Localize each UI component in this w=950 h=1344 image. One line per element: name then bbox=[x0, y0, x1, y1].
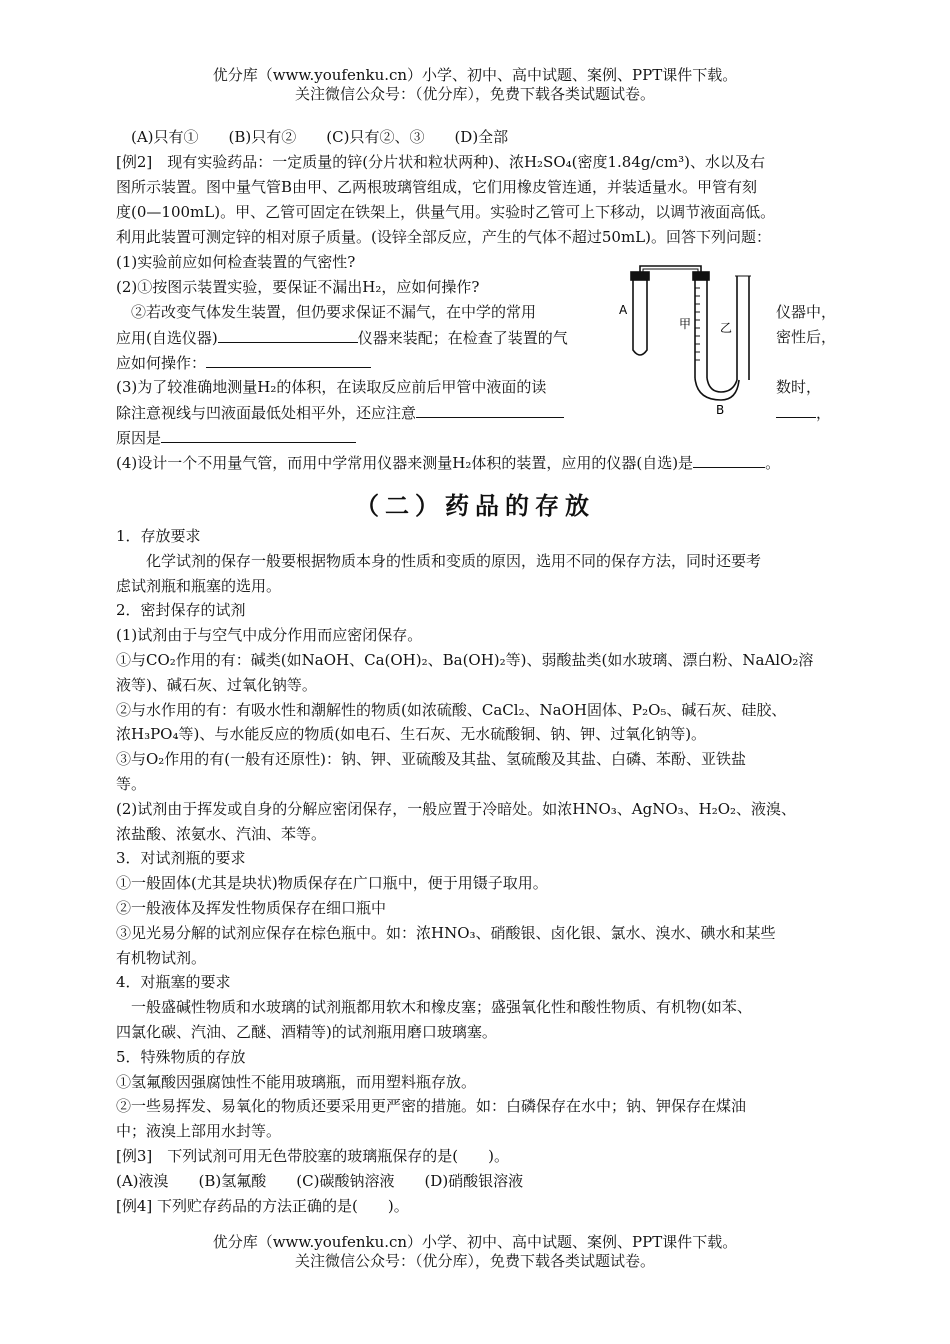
body-line: 1．存放要求 bbox=[116, 527, 201, 545]
stopper-a bbox=[631, 272, 649, 280]
stopper-jia bbox=[693, 272, 709, 280]
tube-yi bbox=[737, 276, 749, 380]
example2-line-3: 度(0—100mL)。甲、乙管可固定在铁架上，供量气用。实验时乙管可上下移动，以调节液面高低。 bbox=[116, 203, 776, 221]
body-line: 有机物试剂。 bbox=[116, 948, 207, 967]
options-line: (A)只有① (B)只有② (C)只有②、③ (D)全部 bbox=[131, 128, 509, 146]
body-line: 虑试剂瓶和瓶塞的选用。 bbox=[116, 576, 282, 595]
question-3c: 原因是 bbox=[116, 427, 356, 448]
body-line: 等。 bbox=[116, 775, 147, 793]
body-line: (A)液溴 (B)氢氟酸 (C)碳酸钠溶液 (D)硝酸银溶液 bbox=[116, 1171, 524, 1190]
question-2a: (2)①按图示装置实验，要保证不漏出H₂，应如何操作? bbox=[116, 278, 480, 296]
question-1: (1)实验前应如何检查装置的气密性? bbox=[116, 253, 356, 271]
answer-blank[interactable] bbox=[693, 452, 765, 468]
body-line: [例3] 下列试剂可用无色带胶塞的玻璃瓶保存的是( )。 bbox=[116, 1147, 509, 1165]
example2-line-1: [例2] 现有实验药品：一定质量的锌(分片状和粒状两种)、浓H₂SO₄(密度1.84g/cm³)、水以及右 bbox=[116, 153, 766, 171]
answer-blank[interactable] bbox=[218, 327, 358, 343]
footer-line-2: 关注微信公众号：（优分库），免费下载各类试题试卷。 bbox=[294, 1252, 655, 1270]
question-3a: (3)为了较准确地测量H₂的体积，在读取反应前后甲管中液面的读 bbox=[116, 378, 547, 396]
header-line-2: 关注微信公众号：（优分库），免费下载各类试题试卷。 bbox=[294, 85, 655, 103]
body-line: 一般盛碱性物质和水玻璃的试剂瓶都用软木和橡皮塞；盛强氧化性和酸性物质、有机物(如苯、 bbox=[116, 998, 752, 1017]
body-line: 3．对试剂瓶的要求 bbox=[116, 849, 246, 868]
answer-blank[interactable] bbox=[776, 402, 816, 418]
body-line: 液等)、碱石灰、过氧化钠等。 bbox=[116, 675, 317, 694]
footer-line-1: 优分库（www.youfenku.cn）小学、初中、高中试题、案例、PPT课件下载。 bbox=[212, 1233, 738, 1251]
body-line: 浓盐酸、浓氨水、汽油、苯等。 bbox=[116, 824, 327, 843]
page-header bbox=[0, 66, 950, 104]
label-jia: 甲 bbox=[679, 317, 692, 331]
answer-blank[interactable] bbox=[416, 402, 564, 418]
body-line: ③见光易分解的试剂应保存在棕色瓶中。如：浓HNO₃、硝酸银、卤化银、氯水、溴水、碘水和某些 bbox=[116, 923, 776, 942]
question-2d: 应如何操作： bbox=[116, 352, 371, 373]
example2-line-2: 图所示装置。图中量气管B由甲、乙两根玻璃管组成，它们用橡皮管连通，并装适量水。甲管有刻 bbox=[116, 178, 758, 196]
header-line-1: 优分库（www.youfenku.cn）小学、初中、高中试题、案例、PPT课件下载。 bbox=[212, 66, 738, 84]
body-line: ②一些易挥发、易氧化的物质还要采用更严密的措施。如：白磷保存在水中；钠、钾保存在煤油 bbox=[116, 1097, 747, 1116]
body-line: ③与O₂作用的有(一般有还原性)：钠、钾、亚硫酸及其盐、氢硫酸及其盐、白磷、苯酚、亚铁盐 bbox=[116, 750, 747, 769]
question-4: (4)设计一个不用量气管，而用中学常用仪器来测量H₂体积的装置，应用的仪器(自选)是 。 bbox=[116, 454, 781, 472]
question-2c: 应用(自选仪器) 仪器来装配；在检查了装置的气 bbox=[116, 329, 568, 347]
label-yi: 乙 bbox=[720, 321, 733, 335]
label-b: B bbox=[716, 403, 725, 417]
question-2b: ②若改变气体发生装置，但仍要求保证不漏气，在中学的常用 bbox=[116, 303, 537, 321]
question-3a-right: 数时， bbox=[776, 378, 822, 396]
test-tube-a bbox=[633, 278, 647, 355]
rubber-tube-b bbox=[695, 378, 739, 400]
body-line: 中；液溴上部用水封等。 bbox=[116, 1122, 282, 1141]
tube-jia bbox=[695, 280, 707, 378]
body-line: (2)试剂由于挥发或自身的分解应密闭保存，一般应置于冷暗处。如浓HNO₃、AgNO₃、H₂O₂、液溴、 bbox=[116, 799, 797, 818]
body-line: ①一般固体(尤其是块状)物质保存在广口瓶中，便于用镊子取用。 bbox=[116, 874, 548, 893]
body-line: 5．特殊物质的存放 bbox=[116, 1047, 246, 1066]
body-line: 浓H₃PO₄等)、与水能反应的物质(如电石、生石灰、无水硫酸铜、钠、钾、过氧化钠等)。 bbox=[116, 725, 707, 744]
question-3b: 除注意视线与凹液面最低处相平外，还应注意 bbox=[116, 402, 564, 423]
body-line: 4．对瓶塞的要求 bbox=[116, 973, 231, 992]
body-line: 2．密封保存的试剂 bbox=[116, 601, 246, 620]
body-line: 化学试剂的保存一般要根据物质本身的性质和变质的原因，选用不同的保存方法，同时还要考 bbox=[116, 551, 762, 570]
section-title: （二）药品的存放 bbox=[355, 492, 595, 520]
answer-blank[interactable] bbox=[206, 352, 371, 368]
example2-line-4: 利用此装置可测定锌的相对原子质量。(设锌全部反应，产生的气体不超过50mL)。回答下列问题： bbox=[116, 228, 771, 246]
body-line: 四氯化碳、汽油、乙醚、酒精等)的试剂瓶用磨口玻璃塞。 bbox=[116, 1023, 497, 1041]
body-line: ②与水作用的有：有吸水性和潮解性的物质(如浓硫酸、CaCl₂、NaOH固体、P₂O₅、碱石灰、硅胶、 bbox=[116, 700, 787, 719]
body-line: (1)试剂由于与空气中成分作用而应密闭保存。 bbox=[116, 626, 423, 645]
gas-burette-figure bbox=[615, 258, 765, 418]
question-2c-right: 密性后， bbox=[776, 328, 837, 346]
body-line: [例4] 下列贮存药品的方法正确的是( )。 bbox=[116, 1196, 409, 1215]
body-line: ①氢氟酸因强腐蚀性不能用玻璃瓶，而用塑料瓶存放。 bbox=[116, 1072, 477, 1091]
body-line: ②一般液体及挥发性物质保存在细口瓶中 bbox=[116, 899, 387, 917]
question-3b-right: ， bbox=[776, 402, 831, 423]
answer-blank[interactable] bbox=[161, 427, 356, 443]
label-a: A bbox=[619, 303, 628, 317]
page-footer bbox=[0, 1233, 950, 1271]
body-line: ①与CO₂作用的有：碱类(如NaOH、Ca(OH)₂、Ba(OH)₂等)、弱酸盐类(如水玻璃、漂白粉、NaAlO₂溶 bbox=[116, 651, 814, 669]
question-2b-right: 仪器中， bbox=[776, 303, 837, 321]
